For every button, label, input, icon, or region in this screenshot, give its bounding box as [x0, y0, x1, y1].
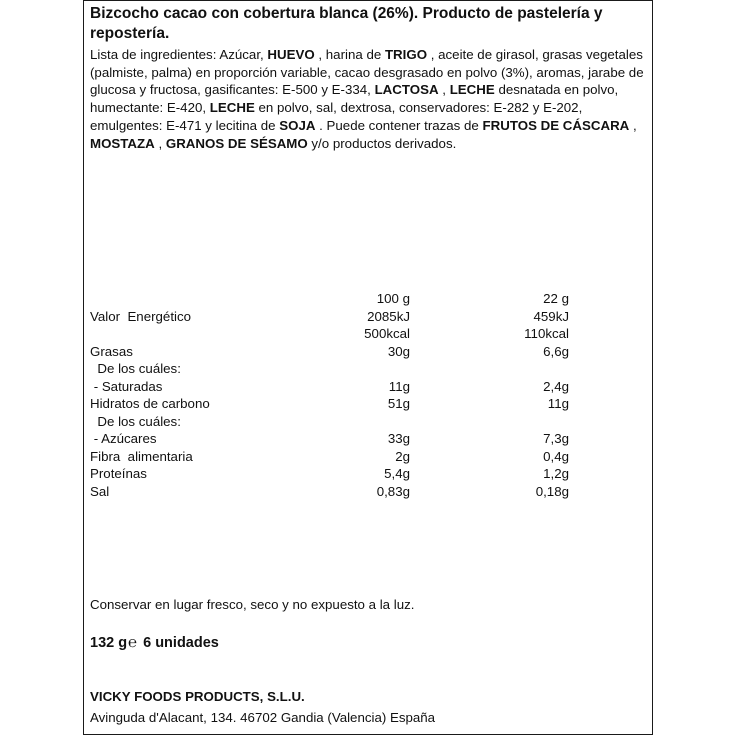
value-per-serving: 0,18g [535, 483, 569, 499]
value-per-100g: 0,83g [376, 483, 410, 499]
nutrition-row [90, 378, 650, 396]
allergen-text: FRUTOS DE CÁSCARA [482, 117, 630, 133]
nutrition-row [90, 343, 650, 361]
value-per-100g: 500kcal [364, 326, 410, 341]
nutrient-label: - Azúcares [90, 431, 157, 446]
value-per-serving: 6,6g [543, 343, 569, 359]
value-per-100g: 33g [387, 431, 410, 446]
allergen-text: SOJA [279, 117, 316, 133]
nutrient-label: Proteínas [90, 466, 147, 481]
net-weight [90, 634, 219, 651]
allergen-text: TRIGO [384, 47, 428, 62]
allergen-text: LECHE [209, 100, 255, 116]
nutrition-row [90, 395, 650, 413]
ingredient-text: , [154, 135, 166, 151]
value-per-serving: 7,3g [543, 431, 569, 446]
nutrient-label: Fibra alimentaria [90, 448, 193, 464]
value-per-100g: 2g [395, 448, 410, 464]
value-per-serving: 2,4g [543, 378, 569, 394]
allergen-text: LECHE [449, 82, 495, 98]
company-address: Avinguda d'Alacant, 134. 46702 Gandia (Valencia) España [90, 710, 436, 725]
nutrition-row [90, 448, 650, 466]
storage-instructions: Conservar en lugar fresco, seco y no expuesto a la luz. [90, 597, 415, 612]
header-per-serving: 22 g [543, 291, 569, 306]
ingredient-text: desnatada en polvo, humectante: E-420, [90, 82, 619, 116]
nutrition-row [90, 465, 650, 483]
nutrient-label: Hidratos de carbono [90, 396, 210, 411]
value-per-serving: 110kcal [524, 326, 569, 341]
header-per-100g: 100 g [376, 291, 410, 306]
nutrient-label: Sal [90, 483, 110, 499]
nutrient-label: - Saturadas [90, 378, 163, 394]
nutrition-row [90, 360, 650, 378]
ingredient-text: Lista de ingredientes: Azúcar, [90, 47, 268, 62]
nutrient-label: De los cuáles: [90, 361, 181, 376]
nutrient-label: De los cuáles: [90, 413, 181, 429]
nutrient-label: Valor Energético [90, 308, 192, 324]
nutrition-row [90, 483, 650, 501]
nutrition-row [90, 413, 650, 431]
nutrition-header-row [90, 290, 650, 308]
ingredient-text: , [438, 82, 450, 98]
units-count: 6 unidades [143, 634, 219, 651]
ingredient-text: , aceite de girasol, grasas vegetales (palmiste, palma) en proporción variable, cacao desgrasado en polvo (3%), aromas, jarabe de glucosa y fructosa, gasificantes: E-500 y E-334, [90, 47, 644, 98]
nutrition-row [90, 325, 650, 343]
allergen-text: GRANOS DE SÉSAMO [165, 135, 308, 151]
ingredient-text: , [629, 117, 637, 133]
value-per-serving: 11g [547, 396, 569, 411]
ingredient-text: , harina de [314, 47, 385, 62]
allergen-text: LACTOSA [374, 82, 439, 98]
nutrition-row [90, 308, 650, 326]
estimated-sign-icon: ℮ [128, 634, 138, 651]
value-per-100g: 51g [387, 396, 410, 411]
product-title: Bizcocho cacao con cobertura blanca (26%). Producto de pastelería y repostería. [90, 5, 603, 42]
ingredient-text: en polvo, sal, dextrosa, conservadores: E-282 y E-202, emulgentes: E-471 y lecitina de [90, 100, 583, 133]
ingredient-text: y/o productos derivados. [307, 135, 457, 151]
value-per-100g: 30g [387, 343, 410, 359]
value-per-100g: 11g [388, 378, 410, 394]
allergen-text: MOSTAZA [90, 135, 155, 151]
value-per-serving: 0,4g [543, 448, 569, 464]
value-per-serving: 1,2g [543, 466, 569, 481]
weight-value: 132 g [90, 634, 128, 651]
value-per-100g: 5,4g [384, 466, 410, 481]
ingredients-list [90, 46, 645, 152]
nutrition-table [90, 290, 650, 500]
value-per-serving: 459kJ [533, 308, 569, 324]
nutrient-label: Grasas [90, 343, 133, 359]
value-per-100g: 2085kJ [367, 308, 410, 324]
company-name: VICKY FOODS PRODUCTS, S.L.U. [90, 689, 305, 704]
allergen-text: HUEVO [267, 47, 315, 62]
nutrition-row [90, 430, 650, 448]
ingredient-text: . Puede contener trazas de [315, 117, 483, 133]
